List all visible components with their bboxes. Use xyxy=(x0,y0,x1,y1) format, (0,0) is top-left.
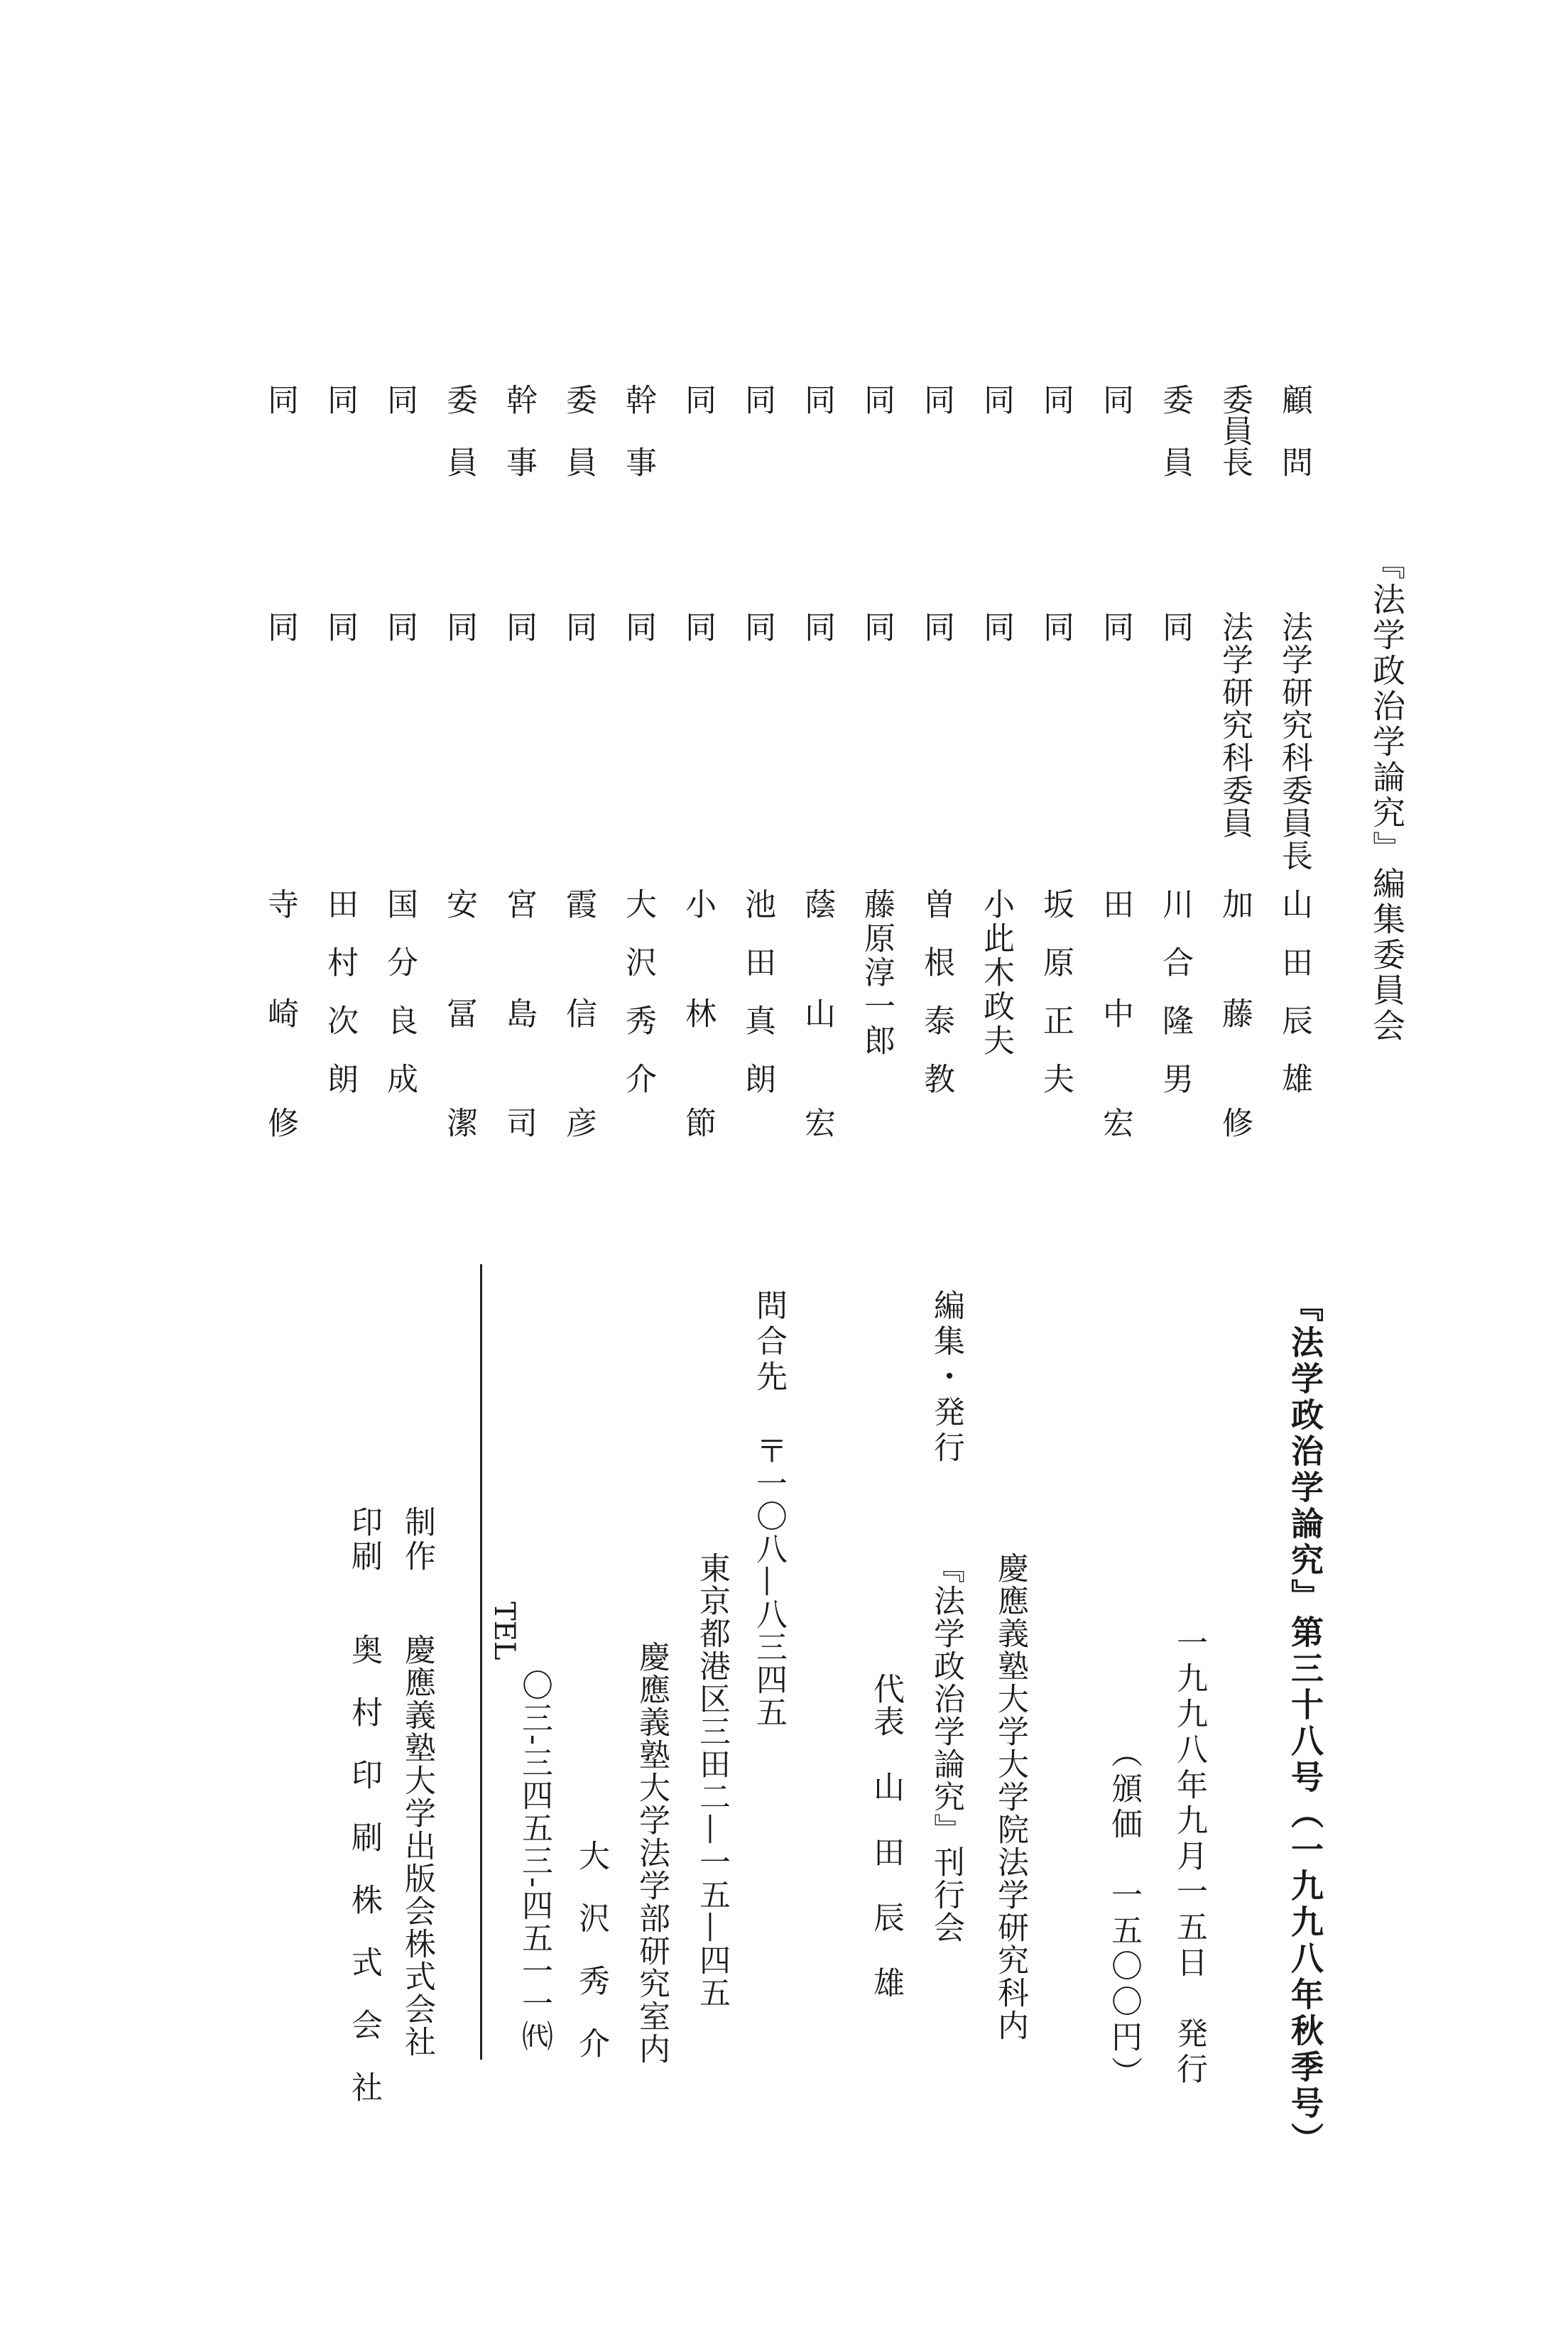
committee-affiliation: 同 xyxy=(262,611,298,643)
committee-role: 幹事 xyxy=(501,384,537,509)
committee-member-name: 大沢秀介 xyxy=(620,888,656,1121)
committee-role: 同 xyxy=(799,384,835,446)
committee-role: 同 xyxy=(739,384,775,446)
committee-affiliation: 同 xyxy=(680,611,716,643)
committee-member-name: 川合隆男 xyxy=(1157,888,1193,1121)
committee-row xyxy=(443,0,500,2326)
committee-member-name: 池田真朗 xyxy=(739,888,775,1121)
committee-affiliation: 同 xyxy=(799,611,835,643)
committee-member-name: 藤原淳一郎 xyxy=(859,888,895,1058)
committee-role: 同 xyxy=(978,384,1014,446)
committee-affiliation: 同 xyxy=(1157,611,1193,643)
postal-code: 〒一〇八—八三四五 xyxy=(751,1435,787,1729)
committee-member-name: 加藤修 xyxy=(1216,888,1253,1216)
publish-date: 一九九八年九月一五日 発行 xyxy=(1171,1626,1207,2088)
committee-row xyxy=(1216,0,1275,2326)
committee-role: 委員 xyxy=(441,384,477,509)
committee-affiliation: 同 xyxy=(918,611,954,643)
contact-person: 大 沢 秀 介 xyxy=(573,1839,609,2058)
committee-member-name: 田中宏 xyxy=(1097,888,1133,1216)
committee-member-name: 寺崎修 xyxy=(262,888,298,1216)
committee-member-name: 田村次朗 xyxy=(322,888,358,1121)
committee-member-name: 山田辰雄 xyxy=(1276,888,1312,1121)
print-label: 印刷 xyxy=(346,1506,382,1574)
production-label: 制作 xyxy=(399,1506,435,1574)
committee-role: 同 xyxy=(381,384,418,446)
committee-row xyxy=(1040,0,1096,2326)
committee-member-name: 国分良成 xyxy=(381,888,418,1121)
committee-role: 同 xyxy=(322,384,358,446)
committee-member-name: 霞信彦 xyxy=(560,888,597,1216)
committee-member-name: 小此木政夫 xyxy=(978,888,1014,1058)
tel-label: TEL xyxy=(488,1602,521,1661)
committee-affiliation: 同 xyxy=(1097,611,1133,643)
committee-affiliation: 法学研究科委員長 xyxy=(1276,611,1312,872)
committee-affiliation: 法学研究科委員 xyxy=(1216,611,1253,839)
committee-member-name: 蔭山宏 xyxy=(799,888,835,1216)
committee-role: 委員 xyxy=(560,384,597,509)
committee-affiliation: 同 xyxy=(381,611,418,643)
committee-role: 同 xyxy=(859,384,895,446)
committee-row xyxy=(801,0,858,2326)
representative: 代表 山 田 辰 雄 xyxy=(868,1673,904,1999)
committee-title: 『法学政治学論究』編集委員会 xyxy=(1368,547,1406,1044)
address: 東京都港区三田二—一五—四五 xyxy=(694,1552,730,2009)
tel-number: 〇三-三四五三-四五一一㈹ xyxy=(516,1669,552,2053)
committee-affiliation: 同 xyxy=(739,611,775,643)
committee-role: 幹事 xyxy=(620,384,656,509)
committee-affiliation: 同 xyxy=(859,611,895,643)
committee-row xyxy=(741,0,798,2326)
committee-affiliation: 同 xyxy=(560,611,597,643)
committee-affiliation: 同 xyxy=(441,611,477,643)
edit-society: 『法学政治学論究』刊行会 xyxy=(928,1552,964,1944)
journal-title: 『法学政治学論究』第三十八号（一九九八年秋季号） xyxy=(1286,1289,1324,2158)
committee-member-name: 小林節 xyxy=(680,888,716,1216)
edit-publish-label: 編集・発行 xyxy=(928,1289,964,1467)
committee-role: 同 xyxy=(262,384,298,446)
committee-affiliation: 同 xyxy=(978,611,1014,643)
divider-rule xyxy=(480,1264,482,2060)
committee-affiliation: 同 xyxy=(322,611,358,643)
contact-label: 問合先 xyxy=(751,1289,787,1396)
committee-member-name: 坂原正夫 xyxy=(1038,888,1074,1121)
edit-org: 慶應義塾大学大学院法学研究科内 xyxy=(992,1552,1028,2042)
committee-member-name: 宮島司 xyxy=(501,888,537,1216)
production-company: 慶應義塾大学出版会株式会社 xyxy=(399,1634,435,2058)
committee-role: 顧問 xyxy=(1276,384,1312,509)
committee-member-name: 曽根泰教 xyxy=(918,888,954,1121)
committee-role: 同 xyxy=(918,384,954,446)
committee-role: 委員 xyxy=(1157,384,1193,509)
committee-role: 同 xyxy=(1038,384,1074,446)
committee-role: 委員長 xyxy=(1216,384,1253,477)
office: 慶應義塾大学法学部研究室内 xyxy=(633,1641,670,2065)
committee-affiliation: 同 xyxy=(1038,611,1074,643)
committee-row xyxy=(264,0,321,2326)
committee-affiliation: 同 xyxy=(501,611,537,643)
committee-role: 同 xyxy=(1097,384,1133,446)
committee-row xyxy=(920,0,977,2326)
printer-company: 奥 村 印 刷 株 式 会 社 xyxy=(346,1634,382,2102)
committee-member-name: 安冨潔 xyxy=(441,888,477,1216)
committee-role: 同 xyxy=(680,384,716,446)
committee-affiliation: 同 xyxy=(620,611,656,643)
price: （頒価 一五〇〇円） xyxy=(1106,1737,1142,2092)
